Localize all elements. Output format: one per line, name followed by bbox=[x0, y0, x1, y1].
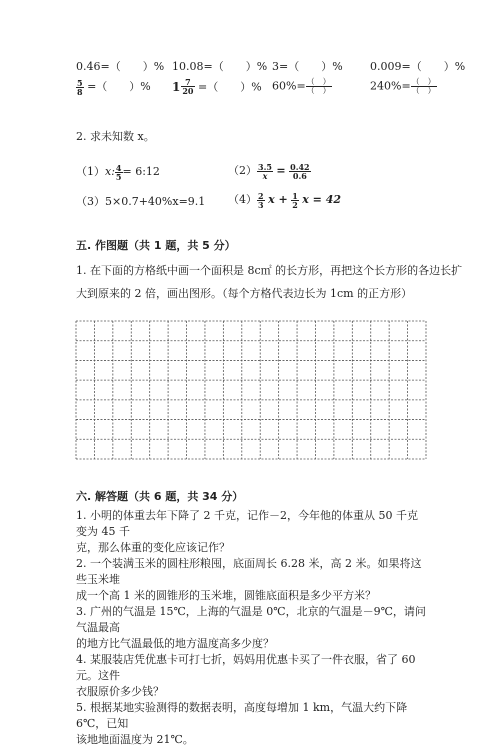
question-line: 5. 根据某地实验测得的数据表明，高度每增加 1 km，气温大约下降 6℃，已知 bbox=[76, 701, 408, 730]
question-line: 1. 在下面的方格纸中画一个面积是 8c㎡ 的长方形，再把这个长方形的各边长扩 bbox=[76, 264, 463, 277]
question-list bbox=[76, 508, 428, 748]
conversion-item: 60%= $\frac{( )}{( )}$ bbox=[272, 77, 331, 95]
mixed-number: 1 $\frac{7}{20}$ bbox=[172, 77, 194, 96]
question-line: 2. 一个装满玉米的圆柱形粮囤，底面周长 6.28 米，高 2 米。如果将这些玉米堆 bbox=[76, 557, 422, 586]
equation-1: （1）x: $\frac{4}{5}$ = 6:12 bbox=[76, 162, 160, 182]
section-heading: 五. 作图题（共 1 题，共 5 分） bbox=[76, 239, 236, 252]
conversion-item: 0.009=（ ）% bbox=[370, 60, 466, 73]
grid-paper[interactable] bbox=[75, 320, 427, 460]
conversion-item: 10.08=（ ）% bbox=[172, 60, 268, 73]
question-line: 衣服原价多少钱？ bbox=[76, 685, 164, 698]
question-line: 成一个高 1 米的圆锥形的玉米堆，圆锥底面积是多少平方米？ bbox=[76, 589, 376, 602]
equation-4: （4） $\frac{2}{3}$ x + $\frac{1}{2}$ x = 42 bbox=[228, 190, 342, 210]
conversion-item: 240%= $\frac{( )}{( )}$ bbox=[370, 77, 436, 95]
equation-2: （2） $\frac{3.5}{x}$ = $\frac{0.42}{0.6}$ bbox=[228, 161, 310, 181]
question-line: 克，那么体重的变化应该记作？ bbox=[76, 541, 230, 554]
conversion-item: 0.46=（ ）% bbox=[76, 60, 165, 73]
blank-fraction: $\frac{( )}{( )}$ bbox=[306, 77, 331, 95]
question-line: 该地地面温度为 21℃。 bbox=[76, 733, 194, 746]
question-line: 1. 小明的体重去年下降了 2 千克，记作－2，今年他的体重从 50 千克变为 45 千 bbox=[76, 509, 418, 538]
question-line: 的地方比气温最低的地方温度高多少度？ bbox=[76, 637, 274, 650]
equation-3: （3）5×0.7+40%x=9.1 bbox=[76, 195, 206, 208]
question-line: 3. 广州的气温是 15℃，上海的气温是 0℃，北京的气温是－9℃，请问气温最高 bbox=[76, 605, 426, 634]
fraction: $\frac{5}{8}$ bbox=[77, 77, 83, 97]
question-title: 2. 求未知数 x。 bbox=[76, 130, 155, 143]
conversion-item: 1 $\frac{7}{20}$ =（ ）% bbox=[172, 77, 262, 96]
question-line: 大到原来的 2 倍，画出图形。（每个方格代表边长为 1cm 的正方形） bbox=[76, 287, 413, 300]
conversion-item: 3=（ ）% bbox=[272, 60, 343, 73]
section-heading: 六. 解答题（共 6 题，共 34 分） bbox=[76, 490, 244, 503]
question-line: 4. 某服装店凭优惠卡可打七折，妈妈用优惠卡买了一件衣服，省了 60 元。这件 bbox=[76, 653, 416, 682]
conversion-item: $\frac{5}{8}$ =（ ）% bbox=[77, 77, 151, 97]
blank-fraction: $\frac{( )}{( )}$ bbox=[411, 77, 436, 95]
